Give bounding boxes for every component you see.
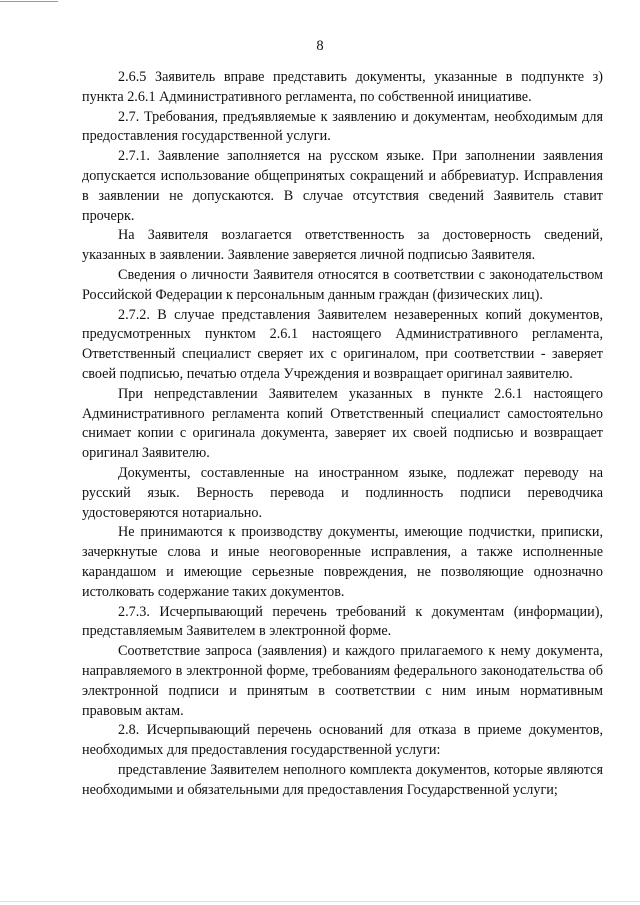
paragraph-2-8: 2.8. Исчерпывающий перечень оснований для отказа в приеме документов, необходимых для предоставления государственной услуги: — [82, 722, 603, 759]
scan-edge-line — [0, 1, 58, 2]
document-body — [82, 68, 603, 800]
paragraph-applicant-responsibility: На Заявителя возлагается ответственность за достоверность сведений, указанных в заявлении. Заявление заверяется личной подписью Заявителя. — [82, 227, 603, 264]
paragraph-2-6-5: 2.6.5 Заявитель вправе представить документы, указанные в подпункте з) пункта 2.6.1 Административного регламента, по собственной инициативе. — [82, 69, 603, 105]
paragraph-2-7-3: 2.7.3. Исчерпывающий перечень требований к документам (информации), представляемым Заявителем в электронной форме. — [82, 603, 603, 640]
page-number: 8 — [316, 38, 324, 54]
paragraph-2-7-1: 2.7.1. Заявление заполняется на русском языке. При заполнении заявления допускается использование общепринятых сокращений и аббревиатур. Исправления в заявлении не допускаются. В случае отсутствия сведений Заявитель ставит прочерк. — [82, 148, 603, 224]
paragraph-electronic-compliance: Соответствие запроса (заявления) и каждого прилагаемого к нему документа, направляемого в электронной форме, требованиям федерального законодательства об электронной подписи и принятым в соответствии с ним иным нормативным правовым актам. — [82, 643, 603, 719]
paragraph-copies: При непредставлении Заявителем указанных в пункте 2.6.1 настоящего Административного регламента копий Ответственный специалист самостоятельно снимает копии с оригинала документа, заверяет их своей подписью и возвращает оригинал Заявителю. — [82, 385, 603, 462]
paragraph-2-7-2: 2.7.2. В случае представления Заявителем незаверенных копий документов, предусмотренных пунктом 2.6.1 настоящего Административного регламента, Ответственный специалист сверяет их с оригиналом, при соответствии - заверяет своей подписью, печатью отдела Учреждения и возвращает оригинал заявителю. — [82, 306, 603, 382]
scan-bottom-edge — [0, 901, 640, 902]
paragraph-incomplete-set: представление Заявителем неполного комплекта документов, которые являются необходимыми и обязательными для предоставления Государственной услуги; — [82, 761, 603, 798]
paragraph-personal-data: Сведения о личности Заявителя относятся в соответствии с законодательством Российской Федерации к персональным данным граждан (физических лиц). — [82, 266, 603, 303]
paragraph-foreign-language: Документы, составленные на иностранном языке, подлежат переводу на русский язык. Верность перевода и подлинность подписи переводчика удостоверяются нотариально. — [82, 464, 603, 521]
paragraph-not-accepted: Не принимаются к производству документы, имеющие подчистки, приписки, зачеркнутые слова и иные неоговоренные исправления, а также исполненные карандашом и имеющие серьезные повреждения, не позволяющие однозначно истолковать содержание таких документов. — [82, 524, 603, 600]
paragraph-2-7: 2.7. Требования, предъявляемые к заявлению и документам, необходимым для предоставления государственной услуги. — [82, 108, 603, 145]
